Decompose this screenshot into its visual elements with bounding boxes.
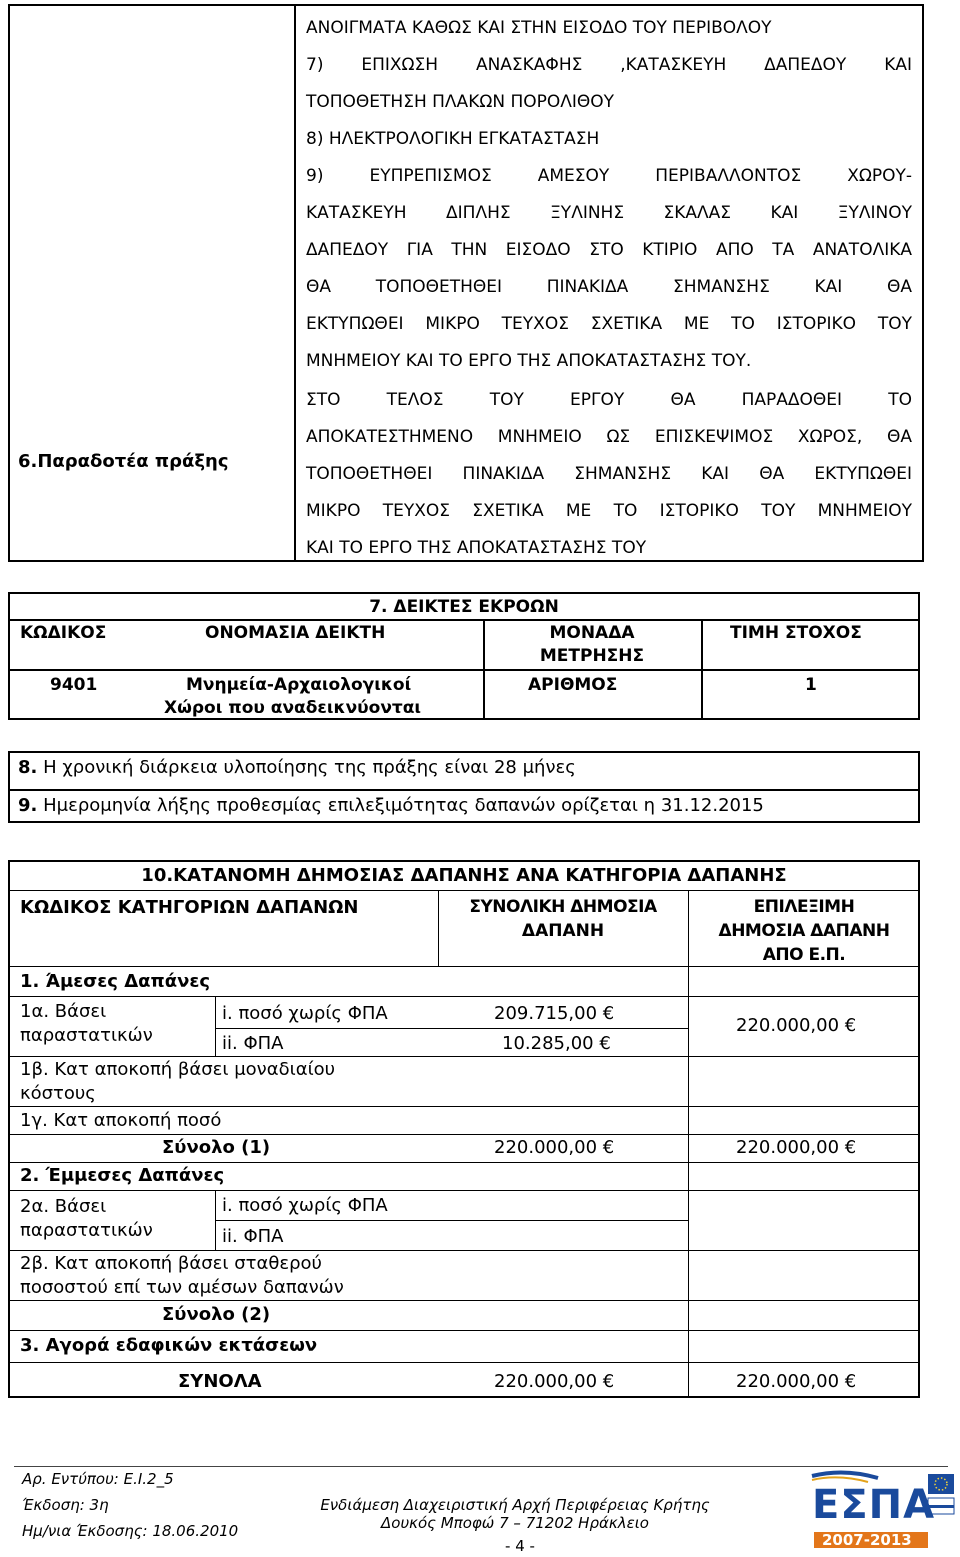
row-1a-vat: ii. ΦΠΑ [222, 1033, 284, 1054]
subtotal-1-label: Σύνολο (1) [162, 1137, 271, 1158]
amount: 220.000,00 [736, 1137, 840, 1158]
budget-header-eligible: ΑΠΟ Ε.Π. [762, 945, 846, 965]
euro-icon: € [844, 1015, 857, 1036]
budget-rule [8, 1300, 920, 1301]
duration-rule [8, 789, 920, 791]
deliverables-line: 8) ΗΛΕΚΤΡΟΛΟΓΙΚΗ ΕΓΚΑΤΑΣΤΑΣΗ [306, 129, 600, 149]
duration-num: 8. [18, 757, 38, 778]
budget-col-divider [688, 890, 689, 1398]
deliverables-line: ΣΤΟ ΤΕΛΟΣ ΤΟΥ ΕΡΓΟΥ ΘΑ ΠΑΡΑΔΟΘΕΙ ΤΟ [306, 390, 912, 410]
row-1a-label: παραστατικών [20, 1025, 153, 1046]
edition-date: Ημ/νια Έκδοσης: 18.06.2010 [22, 1522, 239, 1540]
euro-icon: € [602, 1137, 615, 1158]
indicators-header-name: ΟΝΟΜΑΣΙΑ ΔΕΙΚΤΗ [205, 623, 386, 643]
deliverables-line: ΑΝΟΙΓΜΑΤΑ ΚΑΘΩΣ ΚΑΙ ΣΤΗΝ ΕΙΣΟΔΟ ΤΟΥ ΠΕΡΙΒΟΛΟΥ [306, 18, 772, 38]
indicators-rule [8, 669, 920, 671]
amount: 220.000,00 [494, 1137, 598, 1158]
budget-header-category: ΚΩΔΙΚΟΣ ΚΑΤΗΓΟΡΙΩΝ ΔΑΠΑΝΩΝ [20, 897, 359, 918]
deliverables-line: ΜΝΗΜΕΙΟΥ ΚΑΙ ΤΟ ΕΡΓΟ ΤΗΣ ΑΠΟΚΑΤΑΣΤΑΣΗΣ ΤΟΥ. [306, 351, 752, 371]
row-2a-vat-excl: i. ποσό χωρίς ΦΠΑ [222, 1195, 388, 1216]
deliverables-line: ΜΙΚΡΟ ΤΕΥΧΟΣ ΣΧΕΤΙΚΑ ΜΕ ΤΟ ΙΣΤΟΡΙΚΟ ΤΟΥ ΜΝΗΜΕΙΟΥ [306, 501, 912, 521]
euro-icon: € [602, 1371, 615, 1392]
deliverables-line: ΔΑΠΕΔΟΥ ΓΙΑ ΤΗΝ ΕΙΣΟΔΟ ΣΤΟ ΚΤΙΡΙΟ ΑΠΟ ΤΑ ΑΝΑΤΟΛΙΚΑ [306, 240, 912, 260]
budget-title: 10.ΚΑΤΑΝΟΜΗ ΔΗΜΟΣΙΑΣ ΔΑΠΑΝΗΣ ΑΝΑ ΚΑΤΗΓΟΡΙΑ ΔΑΠΑΝΗΣ [141, 865, 787, 886]
deliverables-line: 7) ΕΠΙΧΩΣΗ ΑΝΑΣΚΑΦΗΣ ,ΚΑΤΑΣΚΕΥΗ ΔΑΠΕΔΟΥ ΚΑΙ [306, 55, 912, 75]
indicator-name: Χώροι που αναδεικνύονται [164, 698, 422, 718]
deadline-desc: Ημερομηνία λήξης προθεσμίας επιλεξιμότητας δαπανών ορίζεται η 31.12.2015 [43, 795, 764, 816]
row-1a-vat-excl: i. ποσό χωρίς ΦΠΑ [222, 1003, 388, 1024]
deliverables-line: 9) ΕΥΠΡΕΠΙΣΜΟΣ ΑΜΕΣΟΥ ΠΕΡΙΒΑΛΛΟΝΤΟΣ ΧΩΡΟΥ- [306, 166, 912, 186]
row-1a-value-vat [502, 1033, 611, 1054]
espa-logo-text: ΕΣΠΑ [812, 1482, 936, 1528]
budget-rule [8, 996, 920, 997]
deliverables-label: 6.Παραδοτέα πράξης [18, 451, 229, 472]
budget-rule [8, 1250, 920, 1251]
amount: 220.000,00 [494, 1371, 598, 1392]
row-2b-label: ποσοστού επί των αμέσων δαπανών [20, 1277, 344, 1298]
indicators-header-target: ΤΙΜΗ ΣΤΟΧΟΣ [730, 623, 862, 643]
euro-icon: € [844, 1137, 857, 1158]
form-number: Αρ. Εντύπου: Ε.Ι.2_5 [22, 1470, 174, 1488]
indicator-unit: ΑΡΙΘΜΟΣ [528, 675, 618, 695]
deliverables-line: ΤΟΠΟΘΕΤΗΣΗ ΠΛΑΚΩΝ ΠΟΡΟΛΙΘΟΥ [306, 92, 615, 112]
indirect-costs-heading: 2. Έμμεσες Δαπάνες [20, 1165, 225, 1186]
totals-total [494, 1371, 614, 1392]
duration-text [18, 757, 576, 778]
row-1a-label: 1α. Βάσει [20, 1001, 107, 1022]
budget-col-divider [215, 996, 216, 1056]
footer-rule [14, 1466, 948, 1467]
deadline-num: 9. [18, 795, 38, 816]
budget-header-eligible: ΔΗΜΟΣΙΑ ΔΑΠΑΝΗ [718, 921, 890, 941]
deliverables-line: ΚΑΤΑΣΚΕΥΗ ΔΙΠΛΗΣ ΞΥΛΙΝΗΣ ΣΚΑΛΑΣ ΚΑΙ ΞΥΛΙΝΟΥ [306, 203, 912, 223]
indicators-col-divider [701, 619, 703, 720]
amount: 220.000,00 [736, 1015, 840, 1036]
row-1a-eligible [736, 1015, 856, 1036]
budget-rule [8, 1056, 920, 1057]
row-1b-label: κόστους [20, 1083, 96, 1104]
budget-rule [8, 1330, 920, 1331]
row-2a-label: παραστατικών [20, 1220, 153, 1241]
indicators-header-code: ΚΩΔΙΚΟΣ [20, 623, 107, 643]
budget-rule [8, 1134, 920, 1135]
indicator-target: 1 [805, 675, 817, 695]
authority-address: Δουκός Μποφώ 7 – 71202 Ηράκλειο [381, 1514, 649, 1532]
deliverables-divider [294, 4, 296, 562]
amount: 10.285,00 [502, 1033, 594, 1054]
totals-label: ΣΥΝΟΛΑ [178, 1371, 262, 1392]
budget-header-eligible: ΕΠΙΛΕΞΙΜΗ [753, 897, 855, 917]
indicators-header-unit: ΜΟΝΑΔΑ [549, 623, 635, 643]
edition: Έκδοση: 3η [22, 1496, 109, 1514]
deliverables-line: ΘΑ ΤΟΠΟΘΕΤΗΘΕΙ ΠΙΝΑΚΙΔΑ ΣΗΜΑΝΣΗΣ ΚΑΙ ΘΑ [306, 277, 912, 297]
deadline-text [18, 795, 764, 816]
row-2b-label: 2β. Κατ αποκοπή βάσει σταθερού [20, 1253, 322, 1274]
deliverables-line: ΚΑΙ ΤΟ ΕΡΓΟ ΤΗΣ ΑΠΟΚΑΤΑΣΤΑΣΗΣ ΤΟΥ [306, 538, 647, 558]
indicators-title: 7. ΔΕΙΚΤΕΣ ΕΚΡΟΩΝ [369, 597, 559, 617]
row-1c-label: 1γ. Κατ αποκοπή ποσό [20, 1110, 222, 1131]
budget-rule [8, 1106, 920, 1107]
amount: 209.715,00 [494, 1003, 598, 1024]
subtotal-2-label: Σύνολο (2) [162, 1304, 271, 1325]
budget-rule [8, 966, 920, 967]
page-number: - 4 - [505, 1537, 535, 1555]
budget-col-divider [215, 1190, 216, 1250]
deliverables-line: ΕΚΤΥΠΩΘΕΙ ΜΙΚΡΟ ΤΕΥΧΟΣ ΣΧΕΤΙΚΑ ΜΕ ΤΟ ΙΣΤΟΡΙΚΟ ΤΟΥ [306, 314, 912, 334]
budget-rule [8, 1362, 920, 1363]
budget-rule [8, 1190, 920, 1191]
euro-icon: € [599, 1033, 611, 1054]
subtotal-1-eligible [736, 1137, 856, 1158]
budget-rule [215, 1028, 688, 1029]
totals-eligible [736, 1371, 856, 1392]
row-2a-vat: ii. ΦΠΑ [222, 1226, 284, 1247]
euro-icon: € [602, 1003, 615, 1024]
espa-logo-years: 2007-2013 [822, 1531, 912, 1549]
budget-rule [8, 890, 920, 891]
deliverables-line: ΤΟΠΟΘΕΤΗΘΕΙ ΠΙΝΑΚΙΔΑ ΣΗΜΑΝΣΗΣ ΚΑΙ ΘΑ ΕΚΤΥΠΩΘΕΙ [306, 464, 912, 484]
budget-header-total: ΣΥΝΟΛΙΚΗ ΔΗΜΟΣΙΑ [469, 897, 657, 917]
deliverables-line: ΑΠΟΚΑΤΕΣΤΗΜΕΝΟ ΜΝΗΜΕΙΟ ΩΣ ΕΠΙΣΚΕΨΙΜΟΣ ΧΩΡΟΣ, ΘΑ [306, 427, 912, 447]
authority-name: Ενδιάμεση Διαχειριστική Αρχή Περιφέρειας Κρήτης [320, 1496, 710, 1514]
subtotal-1-total [494, 1137, 614, 1158]
row-1a-value-excl [494, 1003, 614, 1024]
row-2a-label: 2α. Βάσει [20, 1196, 107, 1217]
budget-rule [8, 1162, 920, 1163]
duration-desc: Η χρονική διάρκεια υλοποίησης της πράξης είναι 28 μήνες [43, 757, 576, 778]
euro-icon: € [844, 1371, 857, 1392]
amount: 220.000,00 [736, 1371, 840, 1392]
budget-rule [215, 1220, 688, 1221]
indicators-rule [8, 619, 920, 621]
espa-logo [808, 1470, 958, 1552]
indicator-name: Μνημεία-Αρχαιολογικοί [186, 675, 412, 695]
direct-costs-heading: 1. Άμεσες Δαπάνες [20, 971, 211, 992]
row-1b-label: 1β. Κατ αποκοπή βάσει μοναδιαίου [20, 1059, 336, 1080]
budget-header-total: ΔΑΠΑΝΗ [521, 921, 605, 941]
indicator-code: 9401 [50, 675, 98, 695]
land-purchase-label: 3. Αγορά εδαφικών εκτάσεων [20, 1335, 318, 1356]
indicators-header-unit: ΜΕΤΡΗΣΗΣ [539, 646, 645, 666]
